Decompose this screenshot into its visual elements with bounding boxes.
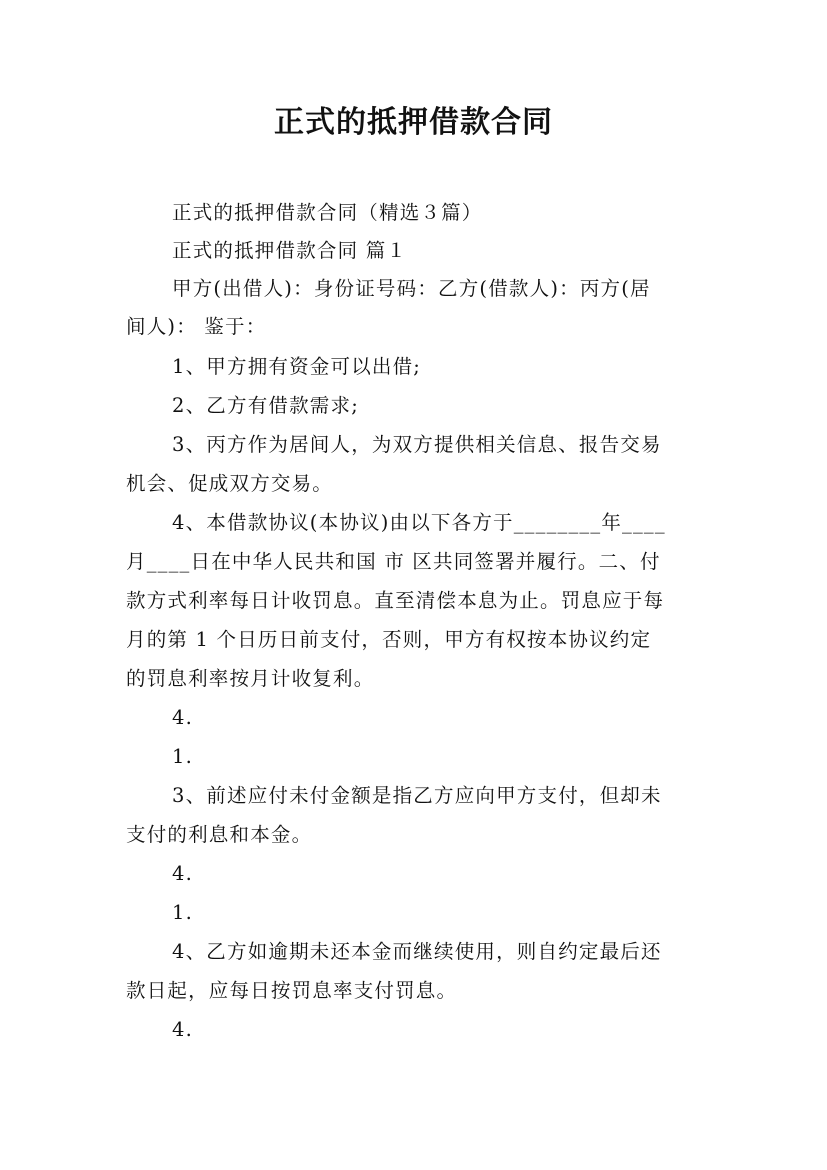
paragraph-line: 月的第 1 个日历日前支付，否则，甲方有权按本协议约定	[126, 628, 652, 651]
document-title: 正式的抵押借款合同	[274, 105, 553, 140]
paragraph-line: 支付的利息和本金。	[126, 823, 313, 846]
paragraph-line: 4.	[172, 862, 194, 885]
paragraph-line: 4、乙方如逾期未还本金而继续使用，则自约定最后还	[172, 940, 662, 963]
paragraph-line: 机会、促成双方交易。	[126, 472, 334, 495]
paragraph-line: 间人)： 鉴于：	[126, 315, 267, 338]
paragraph-line: 3、丙方作为居间人，为双方提供相关信息、报告交易	[172, 433, 662, 456]
paragraph-line: 正式的抵押借款合同 篇１	[172, 239, 408, 262]
paragraph-line: 1、甲方拥有资金可以出借;	[172, 355, 422, 378]
paragraph-line: 1.	[172, 901, 194, 924]
paragraph-line: 4.	[172, 1018, 194, 1041]
paragraph-line: 月____日在中华人民共和国 市 区共同签署并履行。二、付	[126, 550, 661, 573]
paragraph-line: 款方式利率每日计收罚息。直至清偿本息为止。罚息应于每	[126, 589, 665, 612]
paragraph-line: 甲方(出借人)：身份证号码：乙方(借款人)：丙方(居	[172, 277, 651, 300]
paragraph-line: 4、本借款协议(本协议)由以下各方于________年____	[172, 511, 666, 534]
paragraph-line: 的罚息利率按月计收复利。	[126, 667, 375, 690]
paragraph-line: 4.	[172, 706, 194, 729]
paragraph-line: 1.	[172, 745, 194, 768]
paragraph-line: 款日起，应每日按罚息率支付罚息。	[126, 979, 458, 1002]
paragraph-line: 3、前述应付未付金额是指乙方应向甲方支付，但却未	[172, 784, 662, 807]
paragraph-line: 2、乙方有借款需求;	[172, 394, 359, 417]
paragraph-line: 正式的抵押借款合同（精选３篇）	[172, 201, 483, 224]
